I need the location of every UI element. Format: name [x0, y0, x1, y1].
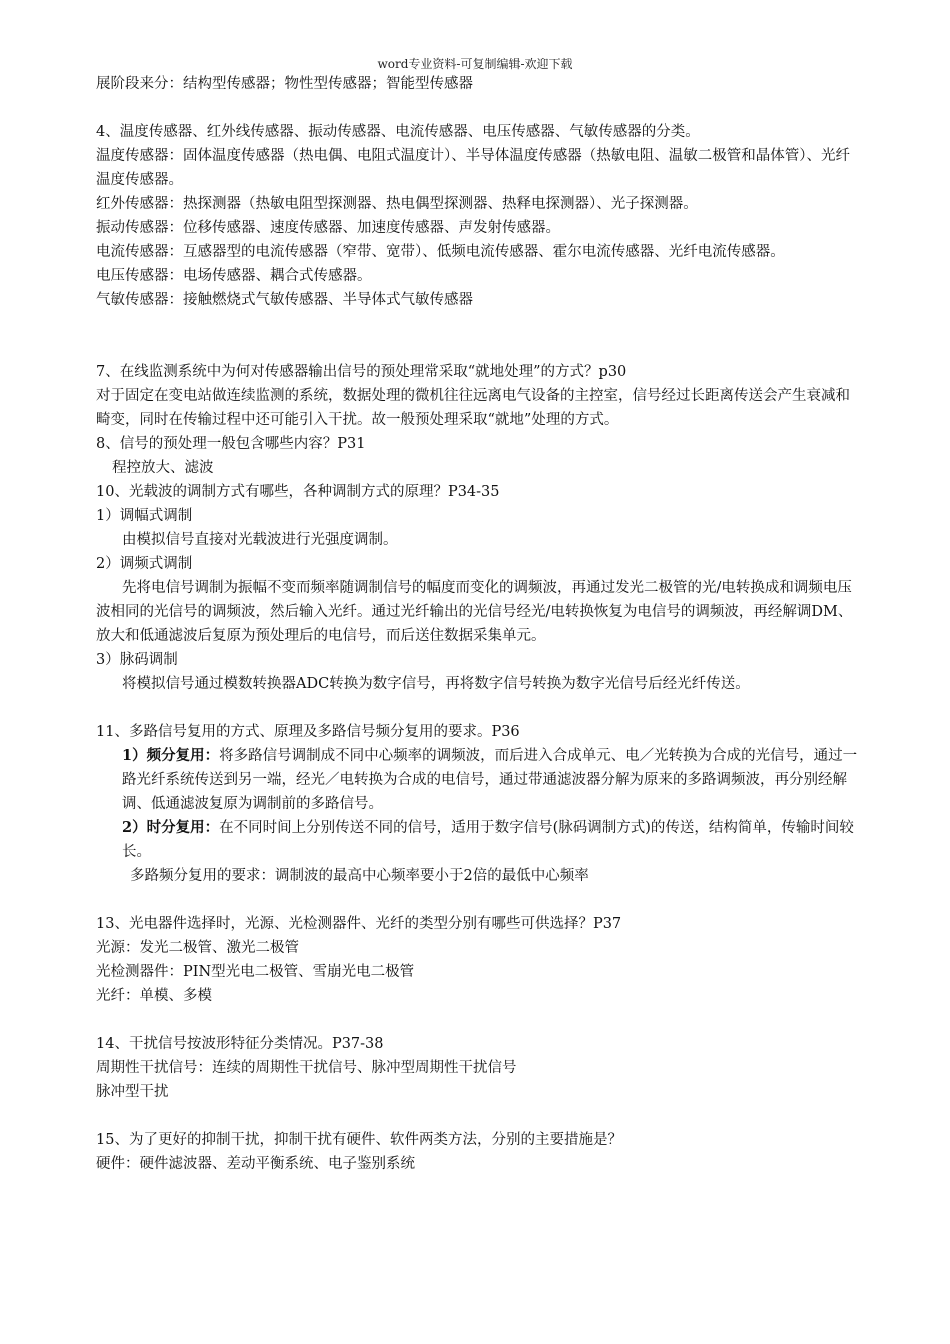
answer-text: 将多路信号调制成不同中心频率的调频波，而后进入合成单元、电／光转换为合成的光信号，通过一路光纤系统传送到另一端，经光／电转换为合成的电信号，通过带通滤波器分解为原来的多路调频波，再分别经解调、低通滤波复原为调制前的多路信号。	[122, 748, 858, 812]
answer-line: 红外传感器：热探测器（热敏电阻型探测器、热电偶型探测器、热释电探测器）、光子探测器。	[96, 196, 698, 212]
answer-line: 硬件：硬件滤波器、差动平衡系统、电子鉴别系统	[96, 1156, 415, 1172]
answer-line: 温度传感器：固体温度传感器（热电偶、电阻式温度计）、半导体温度传感器（热敏电阻、温敏二极管和晶体管）、光纤温度传感器。	[96, 148, 850, 188]
answer-line: 气敏传感器：接触燃烧式气敏传感器、半导体式气敏传感器	[96, 292, 473, 308]
answer-line: 程控放大、滤波	[112, 460, 214, 476]
answer-line: 光纤：单模、多模	[96, 988, 212, 1004]
bold-label: 1）频分复用：	[122, 747, 220, 764]
answer-line: 电压传感器：电场传感器、耦合式传感器。	[96, 268, 372, 284]
answer-line: 对于固定在变电站做连续监测的系统，数据处理的微机往往远离电气设备的主控室，信号经过长距离传送会产生衰减和畸变，同时在传输过程中还可能引入干扰。故一般预处理采取“就地”处理的方式。	[96, 388, 850, 428]
text-line: 展阶段来分：结构型传感器；物性型传感器；智能型传感器	[96, 76, 473, 92]
page-header: word专业资料-可复制编辑-欢迎下载	[377, 57, 573, 71]
answer-line: 多路频分复用的要求：调制波的最高中心频率要小于2倍的最低中心频率	[130, 868, 589, 884]
subheading: 2）调频式调制	[96, 556, 193, 572]
bold-label: 2）时分复用：	[122, 819, 220, 836]
answer-paragraph	[96, 744, 860, 816]
answer-line: 将模拟信号通过模数转换器ADC转换为数字信号，再将数字信号转换为数字光信号后经光纤传送。	[122, 676, 750, 692]
answer-text: 在不同时间上分别传送不同的信号，适用于数字信号(脉码调制方式)的传送，结构简单，传输时间较长。	[122, 820, 854, 860]
answer-line: 振动传感器：位移传感器、速度传感器、加速度传感器、声发射传感器。	[96, 220, 560, 236]
answer-paragraph	[96, 816, 860, 864]
question-10: 10、光载波的调制方式有哪些，各种调制方式的原理？P34-35	[96, 484, 500, 500]
subheading: 3）脉码调制	[96, 652, 178, 668]
answer-line: 光检测器件：PIN型光电二极管、雪崩光电二极管	[96, 964, 415, 980]
answer-line: 脉冲型干扰	[96, 1084, 169, 1100]
answer-line: 周期性干扰信号：连续的周期性干扰信号、脉冲型周期性干扰信号	[96, 1060, 517, 1076]
question-15: 15、为了更好的抑制干扰，抑制干扰有硬件、软件两类方法，分别的主要措施是？	[96, 1132, 622, 1148]
question-13: 13、光电器件选择时，光源、光检测器件、光纤的类型分别有哪些可供选择？P37	[96, 916, 622, 932]
question-4: 4、温度传感器、红外线传感器、振动传感器、电流传感器、电压传感器、气敏传感器的分类。	[96, 124, 700, 140]
answer-line: 光源：发光二极管、激光二极管	[96, 940, 299, 956]
answer-line: 电流传感器：互感器型的电流传感器（窄带、宽带）、低频电流传感器、霍尔电流传感器、光纤电流传感器。	[96, 244, 785, 260]
answer-line: 由模拟信号直接对光载波进行光强度调制。	[122, 532, 398, 548]
answer-paragraph: 先将电信号调制为振幅不变而频率随调制信号的幅度而变化的调频波，再通过发光二极管的光/电转换成和调频电压波相同的光信号的调频波，然后输入光纤。通过光纤输出的光信号经光/电转换恢复为电信号的调频波，再经解调DM、放大和低通滤波后复原为预处理后的电信号，而后送住数据采集单元。	[96, 580, 853, 644]
subheading: 1）调幅式调制	[96, 508, 193, 524]
question-11: 11、多路信号复用的方式、原理及多路信号频分复用的要求。P36	[96, 724, 520, 740]
question-14: 14、干扰信号按波形特征分类情况。P37-38	[96, 1036, 384, 1052]
document-body	[96, 72, 860, 1176]
question-7: 7、在线监测系统中为何对传感器输出信号的预处理常采取“就地处理”的方式？p30	[96, 364, 627, 380]
question-8: 8、信号的预处理一般包含哪些内容？P31	[96, 436, 366, 452]
